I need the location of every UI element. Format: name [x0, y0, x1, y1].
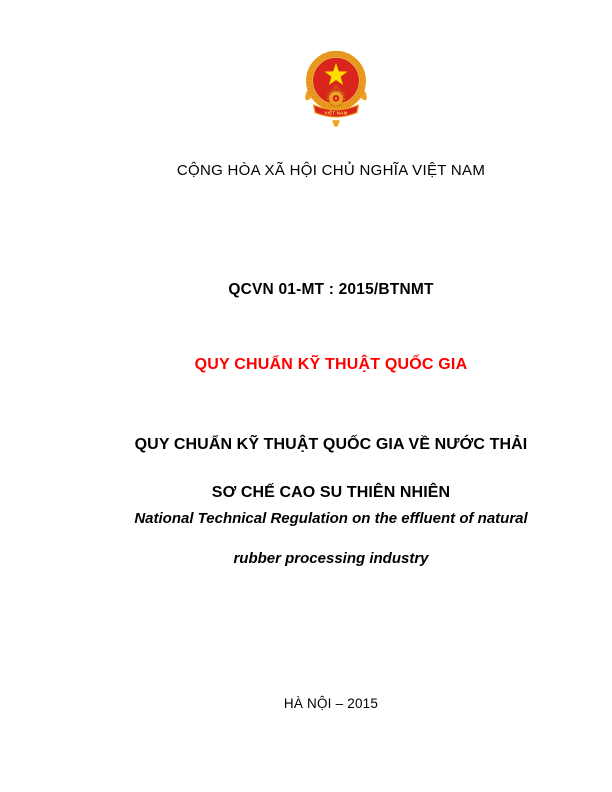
regulation-title-red: QUY CHUẨN KỸ THUẬT QUỐC GIA	[194, 356, 468, 373]
regulation-title-english-line1: National Technical Regulation on the effluent of natural	[134, 510, 528, 527]
regulation-title-vietnamese-line1: QUY CHUẨN KỸ THUẬT QUỐC GIA VỀ NƯỚC THẢI	[134, 436, 528, 453]
regulation-title-vietnamese-line2: SƠ CHẾ CAO SU THIÊN NHIÊN	[211, 484, 451, 501]
emblem-banner-text: VIỆT NAM	[324, 110, 348, 116]
document-code: QCVN 01-MT : 2015/BTNMT	[228, 281, 434, 298]
vietnam-national-emblem	[303, 50, 369, 128]
country-title: CỘNG HÒA XÃ HỘI CHỦ NGHĨA VIỆT NAM	[176, 162, 486, 179]
regulation-title-english-line2: rubber processing industry	[233, 550, 429, 567]
vietnam-emblem-icon	[303, 50, 369, 128]
regulation-title-english	[90, 489, 572, 589]
place-year: HÀ NỘI – 2015	[283, 696, 379, 711]
